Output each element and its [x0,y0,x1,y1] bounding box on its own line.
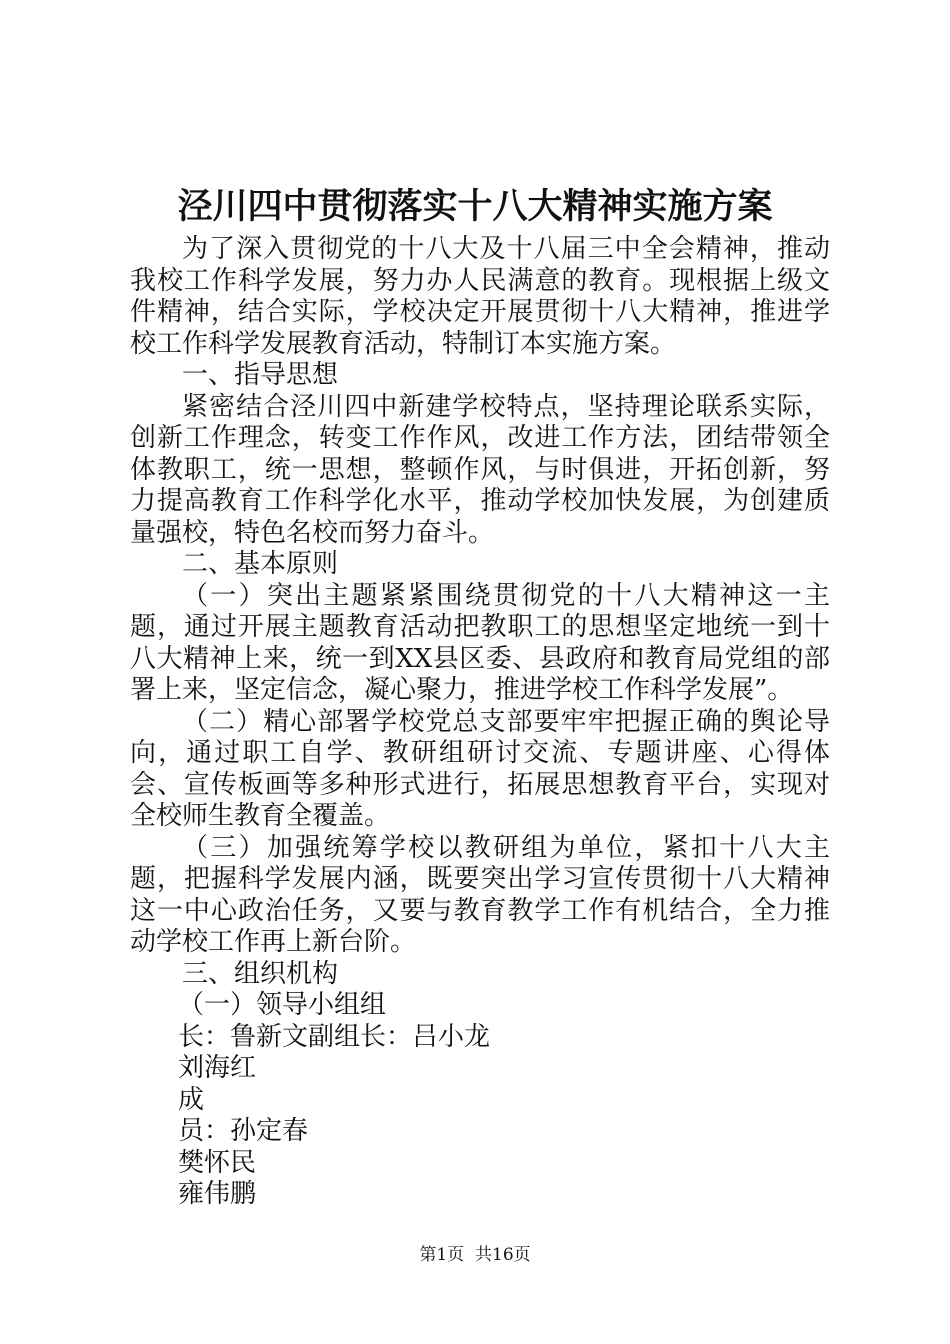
section-heading-basic-principles: 二、基本原则 [182,549,339,579]
section-heading-guiding-thought: 一、指导思想 [182,360,339,390]
org-line: 长：鲁新文副组长：吕小龙 [178,1021,491,1052]
org-line: 樊怀民 [178,1147,257,1178]
principle-paragraph-3: （三）加强统筹学校以教研组为单位，紧扣十八大主题，把握科学发展内涵，既要突出学习宣传贯彻十八大精神这一中心政治任务，又要与教育教学工作有机结合，全力推动学校工作再上新台阶。 [130,832,830,957]
org-line: 员：孙定春 [178,1116,309,1146]
document-title: 泾川四中贯彻落实十八大精神实施方案 [177,186,773,227]
principle-paragraph-1: （一）突出主题紧紧围绕贯彻党的十八大精神这一主题，通过开展主题教育活动把教职工的思想坚定地统一到十八大精神上来，统一到XX县区委、县政府和教育局党组的部署上来，坚定信念，凝心聚力，推进学校工作科学发展”。 [130,580,830,705]
intro-paragraph: 为了深入贯彻党的十八大及十八届三中全会精神，推动我校工作科学发展，努力办人民满意的教育。现根据上级文件精神，结合实际，学校决定开展贯彻十八大精神，推进学校工作科学发展教育活动，特制订本实施方案。 [130,234,830,359]
page-number: 第1页 [419,1245,465,1265]
org-line: 成 [178,1084,205,1115]
document-body [130,234,830,1211]
page-footer [0,1243,950,1267]
org-line: 刘海红 [178,1053,257,1083]
org-line: （一）领导小组组 [178,990,387,1020]
org-line: 雍伟鹏 [178,1179,257,1209]
principle-paragraph-2: （二）精心部署学校党总支部要牢牢把握正确的舆论导向，通过职工自学、教研组研讨交流、专题讲座、心得体会、宣传板画等多种形式进行，拓展思想教育平台，实现对全校师生教育全覆盖。 [130,706,830,831]
section-heading-organization: 三、组织机构 [182,958,339,989]
guiding-thought-paragraph: 紧密结合泾川四中新建学校特点，坚持理论联系实际，创新工作理念，转变工作作风，改进工作方法，团结带领全体教职工，统一思想，整顿作风，与时俱进，开拓创新，努力提高教育工作科学化水平，推动学校加快发展，为创建质量强校，特色名校而努力奋斗。 [130,391,830,548]
page-total: 共16页 [475,1245,531,1265]
